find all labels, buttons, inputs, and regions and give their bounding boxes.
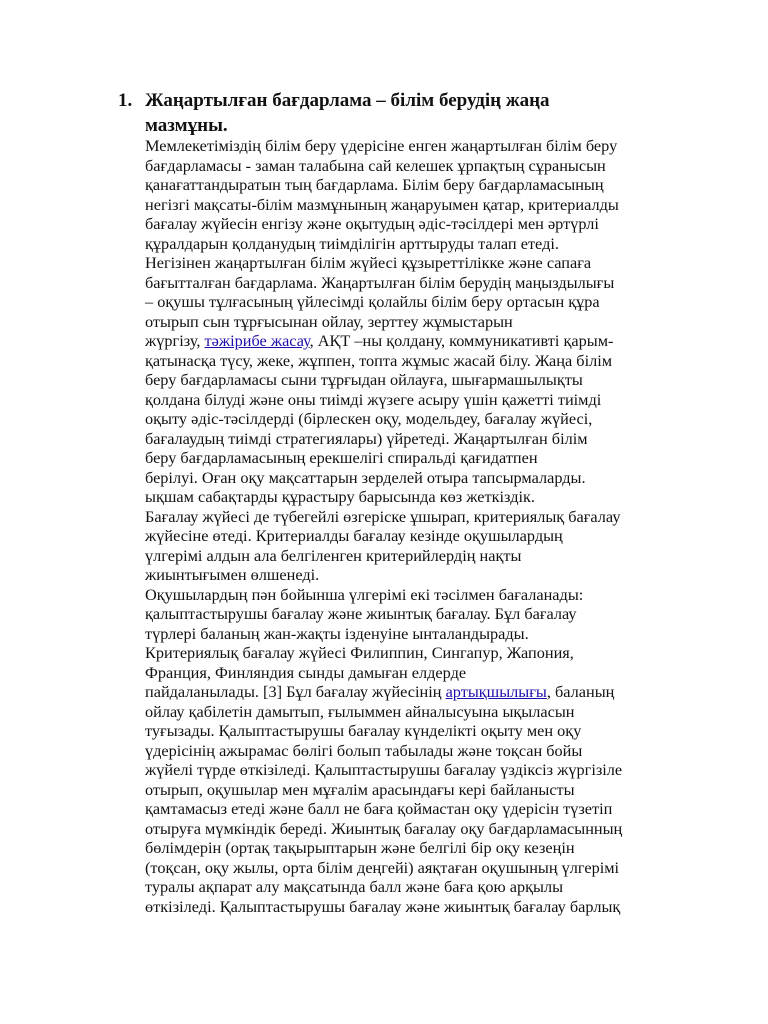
text-line: қатынасқа түсу, жеке, жұппен, топта жұмыс жасай білу. Жаңа білім — [145, 350, 613, 370]
heading-number: 1. — [118, 90, 133, 111]
text-line: оқыту әдіс-тәсілдерді (бірлескен оқу, модельдеу, бағалау жүйесі, — [145, 409, 593, 428]
text-line: бөлімдерін (ортақ тақырыптарын және белгілі бір оқу кезеңін — [145, 838, 575, 857]
text-line: бағытталған бағдарлама. Жаңартылған білім берудің маңыздылығы — [145, 272, 615, 292]
text-line — [145, 331, 685, 351]
text-segment: , АҚТ –ны қолдану, коммуникативті қарым- — [309, 331, 614, 350]
text-line: отырып сын тұрғысынан ойлау, зерттеу жұмыстарын — [145, 311, 513, 331]
text-line: туралы ақпарат алу мақсатында балл және баға қою арқылы — [145, 877, 564, 896]
text-line: бағдарламасы - заман талабына сай келешек ұрпақтың сұранысын — [145, 155, 606, 175]
text-line: жүйесіне өтеді. Критериалды бағалау кезінде оқушылардың — [145, 526, 563, 545]
text-segment: пайдаланылады. [3] Бұл бағалау жүйесінің — [145, 682, 446, 701]
text-line: үлгерімі алдын ала белгіленген критерийлердің нақты — [145, 545, 522, 565]
text-line: Мемлекетіміздің білім беру үдерісіне енген жаңартылған білім беру — [145, 136, 618, 155]
text-line: жүйелі түрде өткізіледі. Қалыптастырушы бағалау үздіксіз жүргізіле — [145, 760, 623, 779]
text-line: қанағаттандыратын тың бағдарлама. Білім беру бағдарламасының — [145, 175, 604, 194]
text-line: (тоқсан, оқу жылы, орта білім деңгейі) аяқтаған оқушының үлгерімі — [145, 857, 620, 877]
body-paragraph — [145, 136, 685, 916]
text-line: берілуі. Оған оқу мақсаттарын зерделей отыра тапсырмаларды. — [145, 467, 586, 487]
text-line: қамтамасыз етеді және балл не баға қоймастан оқу үдерісін түзетіп — [145, 799, 613, 818]
text-line: өткізіледі. Қалыптастырушы бағалау және жиынтық бағалау барлық — [145, 896, 621, 916]
text-line: үдерісінің ажырамас бөлігі болып табылады және тоқсан бойы — [145, 740, 583, 760]
heading-line-1: Жаңартылған бағдарлама – білім берудің жаңа — [145, 90, 550, 111]
text-line: туғызады. Қалыптастырушы бағалау күнделікті оқыту мен оқу — [145, 721, 582, 740]
text-line: ықшам сабақтарды құрастыру барысында көз жеткіздік. — [145, 487, 535, 506]
hyperlink[interactable]: тәжірибе жасау — [204, 331, 310, 350]
text-line: қолдана білуді және оны тиімді жүзеге асыру үшін қажетті тиімді — [145, 389, 602, 409]
text-line: отырып, оқушылар мен мұғалім арасындағы кері байланысты — [145, 779, 575, 799]
text-segment: , баланың — [546, 682, 615, 701]
text-line: бағалаудың тиімді стратегиялары) үйретеді. Жаңартылған білім — [145, 428, 588, 448]
text-line: ойлау қабілетін дамытып, ғылыммен айналысуына ықыласын — [145, 701, 575, 721]
text-line: негізгі мақсаты-білім мазмұнының жаңаруымен қатар, критериалды — [145, 194, 619, 214]
text-line: отыруға мүмкіндік береді. Жиынтық бағалау оқу бағдарламасынның — [145, 818, 623, 838]
text-line: беру бағдарламасы сыни тұрғыдан ойлауға, шығармашылықты — [145, 370, 583, 389]
text-line: түрлері баланың жан-жақты ізденуіне ынталандырады. — [145, 623, 529, 643]
text-line: Негізінен жаңартылған білім жүйесі құзыреттілікке және сапаға — [145, 253, 592, 272]
text-line: Франция, Финляндия сынды дамыған елдерде — [145, 662, 467, 682]
text-line: жиынтығымен өлшенеді. — [145, 565, 320, 584]
text-line: беру бағдарламасының ерекшелігі спиральді қағидатпен — [145, 448, 538, 467]
text-line: бағалау жүйесін енгізу және оқытудың әдіс-тәсілдері мен әртүрлі — [145, 214, 599, 233]
text-line: Бағалау жүйесі де түбегейлі өзгеріске ұшырап, критериялық бағалау — [145, 506, 621, 526]
text-segment: жүргізу, — [145, 331, 205, 350]
text-line: құралдарын қолданудың тиімділігін арттыруды талап етеді. — [145, 233, 559, 253]
hyperlink[interactable]: артықшылығы — [445, 682, 547, 701]
text-line: – оқушы тұлғасының үйлесімді қолайлы білім беру ортасын құра — [145, 292, 600, 311]
text-line — [145, 682, 685, 702]
text-line: қалыптастырушы бағалау және жиынтық бағалау. Бұл бағалау — [145, 604, 577, 623]
text-line: Оқушылардың пән бойынша үлгерімі екі тәсілмен бағаланады: — [145, 584, 584, 604]
heading-line-2: мазмұны. — [145, 115, 228, 136]
text-line: Критериялық бағалау жүйесі Филиппин, Сингапур, Жапония, — [145, 643, 574, 662]
